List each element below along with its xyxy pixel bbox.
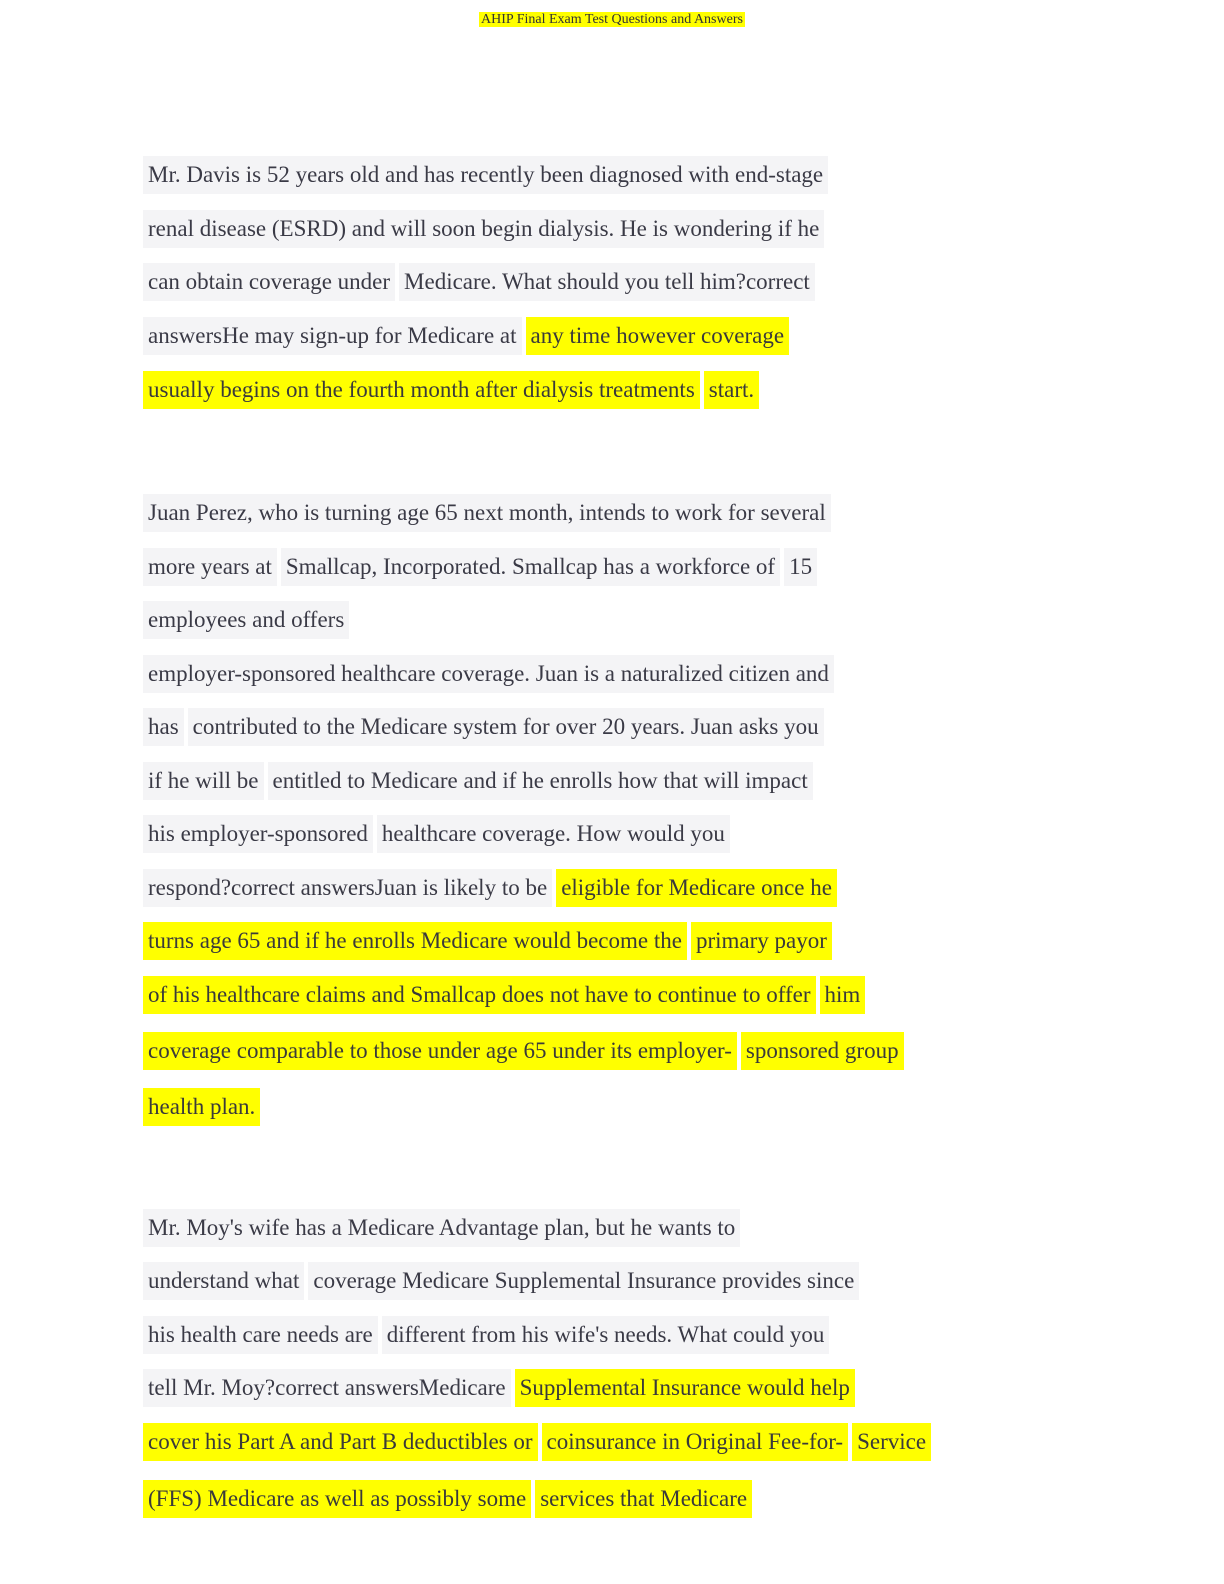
text-segment: his health care needs are xyxy=(143,1316,378,1354)
text-segment: respond?correct answersJuan is likely to be xyxy=(143,869,552,907)
q2-line-4 xyxy=(143,655,838,693)
text-segment: Mr. Moy's wife has a Medicare Advantage plan, but he wants to xyxy=(143,1209,740,1247)
q1-line-4 xyxy=(143,317,793,355)
highlighted-text: start. xyxy=(704,371,759,409)
q2-line-12 xyxy=(143,1088,264,1126)
highlighted-text: services that Medicare xyxy=(535,1480,752,1518)
text-segment: tell Mr. Moy?correct answersMedicare xyxy=(143,1369,511,1407)
highlighted-text: health plan. xyxy=(143,1088,260,1126)
text-segment: entitled to Medicare and if he enrolls how that will impact xyxy=(268,762,813,800)
text-segment: employees and offers xyxy=(143,601,349,639)
q2-line-5 xyxy=(143,708,828,746)
q2-line-2 xyxy=(143,548,821,586)
highlighted-text: primary payor xyxy=(691,922,832,960)
q3-line-3 xyxy=(143,1316,833,1354)
text-segment: healthcare coverage. How would you xyxy=(377,815,730,853)
highlighted-text: coverage comparable to those under age 65 under its employer- xyxy=(143,1032,737,1070)
text-segment: understand what xyxy=(143,1262,304,1300)
q2-line-9 xyxy=(143,922,836,960)
text-segment: if he will be xyxy=(143,762,264,800)
text-segment: employer-sponsored healthcare coverage. Juan is a naturalized citizen and xyxy=(143,655,834,693)
highlighted-text: of his healthcare claims and Smallcap does not have to continue to offer xyxy=(143,976,816,1014)
text-segment: Medicare. What should you tell him?correct xyxy=(399,263,815,301)
q2-line-10 xyxy=(143,976,869,1014)
page-header xyxy=(0,10,1224,30)
q3-line-6 xyxy=(143,1480,756,1518)
q3-line-2 xyxy=(143,1262,863,1300)
text-segment: answersHe may sign-up for Medicare at xyxy=(143,317,522,355)
text-segment: contributed to the Medicare system for over 20 years. Juan asks you xyxy=(188,708,824,746)
highlighted-text: sponsored group xyxy=(741,1032,904,1070)
text-segment: can obtain coverage under xyxy=(143,263,395,301)
highlighted-text: Service xyxy=(852,1423,931,1461)
text-segment: 15 xyxy=(784,548,817,586)
q2-line-3 xyxy=(143,601,353,639)
q3-line-4 xyxy=(143,1369,859,1407)
q2-line-8 xyxy=(143,869,841,907)
text-segment: more years at xyxy=(143,548,277,586)
q3-line-1 xyxy=(143,1209,744,1247)
q1-line-3 xyxy=(143,263,819,301)
text-segment: coverage Medicare Supplemental Insurance provides since xyxy=(308,1262,859,1300)
highlighted-text: turns age 65 and if he enrolls Medicare would become the xyxy=(143,922,687,960)
q1-line-1 xyxy=(143,156,832,194)
highlighted-text: him xyxy=(820,976,866,1014)
q2-line-1 xyxy=(143,494,835,532)
highlighted-text: (FFS) Medicare as well as possibly some xyxy=(143,1480,531,1518)
text-segment: has xyxy=(143,708,184,746)
q3-line-5 xyxy=(143,1423,935,1461)
q2-line-6 xyxy=(143,762,817,800)
highlighted-text: any time however coverage xyxy=(526,317,790,355)
highlighted-text: eligible for Medicare once he xyxy=(556,869,837,907)
text-segment: different from his wife's needs. What could you xyxy=(382,1316,830,1354)
highlighted-text: Supplemental Insurance would help xyxy=(515,1369,855,1407)
header-title: AHIP Final Exam Test Questions and Answers xyxy=(481,12,743,27)
text-segment: Smallcap, Incorporated. Smallcap has a workforce of xyxy=(281,548,780,586)
highlighted-text: coinsurance in Original Fee-for- xyxy=(542,1423,849,1461)
q2-line-11 xyxy=(143,1032,908,1070)
q1-line-5 xyxy=(143,371,763,409)
highlighted-text: usually begins on the fourth month after dialysis treatments xyxy=(143,371,700,409)
q1-line-2 xyxy=(143,210,828,248)
text-segment: Juan Perez, who is turning age 65 next month, intends to work for several xyxy=(143,494,831,532)
text-segment: renal disease (ESRD) and will soon begin dialysis. He is wondering if he xyxy=(143,210,824,248)
highlighted-text: cover his Part A and Part B deductibles or xyxy=(143,1423,538,1461)
text-segment: Mr. Davis is 52 years old and has recently been diagnosed with end-stage xyxy=(143,156,828,194)
text-segment: his employer-sponsored xyxy=(143,815,373,853)
q2-line-7 xyxy=(143,815,734,853)
